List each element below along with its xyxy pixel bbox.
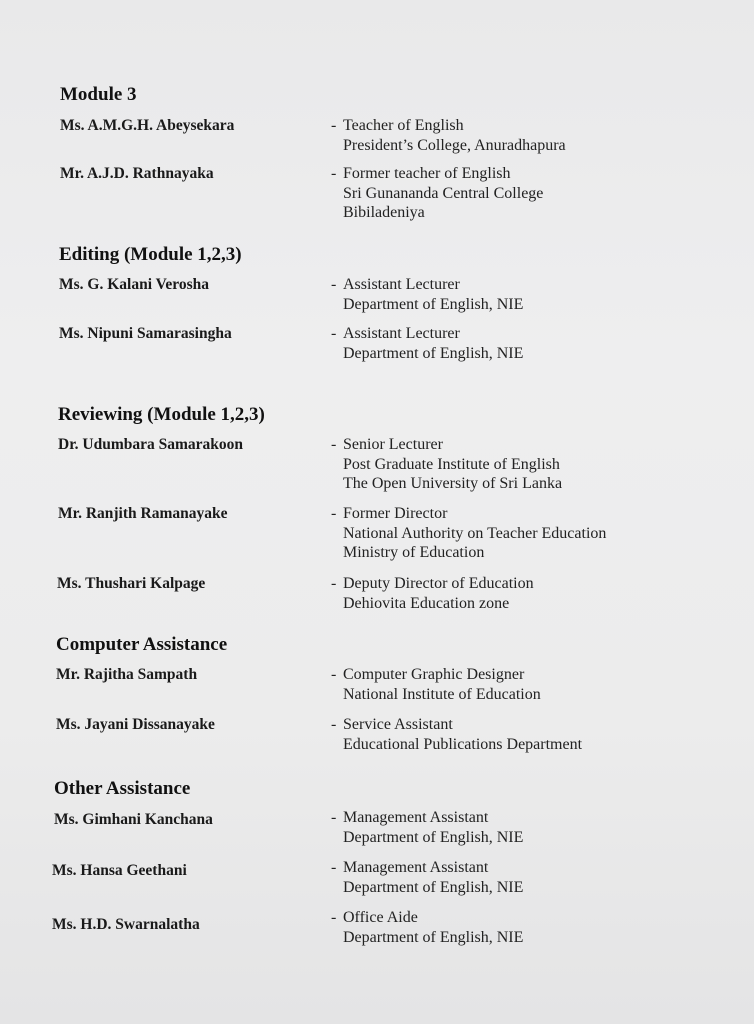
role-line: Former Director [343, 505, 448, 522]
person-role: - Assistant Lecturer Department of English, NIE [331, 276, 524, 313]
role-line: Teacher of English [343, 117, 464, 134]
person-role: - Office Aide Department of English, NIE [331, 909, 524, 946]
role-line: Department of English, NIE [343, 344, 524, 362]
person-role: - Assistant Lecturer Department of English, NIE [331, 325, 524, 362]
person-name: Ms. Jayani Dissanayake [56, 716, 215, 733]
role-line: Senior Lecturer [343, 436, 443, 453]
role-line: Office Aide [343, 909, 418, 926]
role-line: The Open University of Sri Lanka [343, 475, 563, 492]
role-line: President’s College, Anuradhapura [343, 136, 566, 154]
person-role: - Senior Lecturer Post Graduate Institute of English The Open University of Sri Lanka [331, 436, 563, 492]
person-name: Ms. Gimhani Kanchana [54, 811, 213, 828]
role-line: Bibiladeniya [343, 204, 425, 221]
person-name: Mr. Ranjith Ramanayake [58, 505, 228, 522]
role-line: Educational Publications Department [343, 735, 583, 753]
person-name: Ms. Thushari Kalpage [57, 575, 206, 592]
section-heading-computer-assistance: Computer Assistance [56, 634, 228, 655]
person-name: Dr. Udumbara Samarakoon [58, 436, 244, 453]
role-line: Management Assistant [343, 809, 489, 826]
role-line: Service Assistant [343, 716, 453, 733]
person-role: - Management Assistant Department of English, NIE [331, 859, 524, 896]
role-line: Dehiovita Education zone [343, 594, 510, 612]
person-name: Ms. Hansa Geethani [52, 862, 187, 879]
role-line: Ministry of Education [343, 544, 485, 561]
role-line: Computer Graphic Designer [343, 666, 525, 683]
role-line: Assistant Lecturer [343, 325, 460, 342]
role-line: National Authority on Teacher Education [343, 524, 607, 542]
role-line: National Institute of Education [343, 685, 541, 703]
person-name: Mr. Rajitha Sampath [56, 666, 198, 683]
role-line: Management Assistant [343, 859, 489, 876]
role-line: Deputy Director of Education [343, 575, 534, 592]
person-name: Ms. A.M.G.H. Abeysekara [60, 117, 235, 134]
role-line: Department of English, NIE [343, 295, 524, 313]
section-heading-editing: Editing (Module 1,2,3) [59, 244, 242, 265]
role-line: Department of English, NIE [343, 878, 524, 896]
person-role: - Deputy Director of Education Dehiovita Education zone [331, 575, 534, 612]
role-line: Department of English, NIE [343, 828, 524, 846]
person-role: - Former Director National Authority on Teacher Education Ministry of Education [331, 505, 607, 561]
role-line: Former teacher of English [343, 165, 511, 182]
role-line: Sri Gunananda Central College [343, 184, 544, 202]
section-heading-module-3: Module 3 [60, 84, 137, 105]
role-line: Assistant Lecturer [343, 276, 460, 293]
role-line: Post Graduate Institute of English [343, 455, 560, 473]
section-heading-other-assistance: Other Assistance [54, 778, 191, 799]
person-role: - Teacher of English President’s College, Anuradhapura [331, 117, 566, 154]
person-name: Mr. A.J.D. Rathnayaka [60, 165, 214, 182]
person-name: Ms. H.D. Swarnalatha [52, 916, 200, 933]
role-line: Department of English, NIE [343, 928, 524, 946]
person-name: Ms. G. Kalani Verosha [59, 276, 210, 293]
person-role: - Management Assistant Department of English, NIE [331, 809, 524, 846]
person-name: Ms. Nipuni Samarasingha [59, 325, 232, 342]
person-role: - Service Assistant Educational Publications Department [331, 716, 583, 753]
person-role: - Computer Graphic Designer National Institute of Education [331, 666, 541, 703]
person-role: - Former teacher of English Sri Gunananda Central College Bibiladeniya [331, 165, 544, 221]
section-heading-reviewing: Reviewing (Module 1,2,3) [58, 404, 265, 425]
